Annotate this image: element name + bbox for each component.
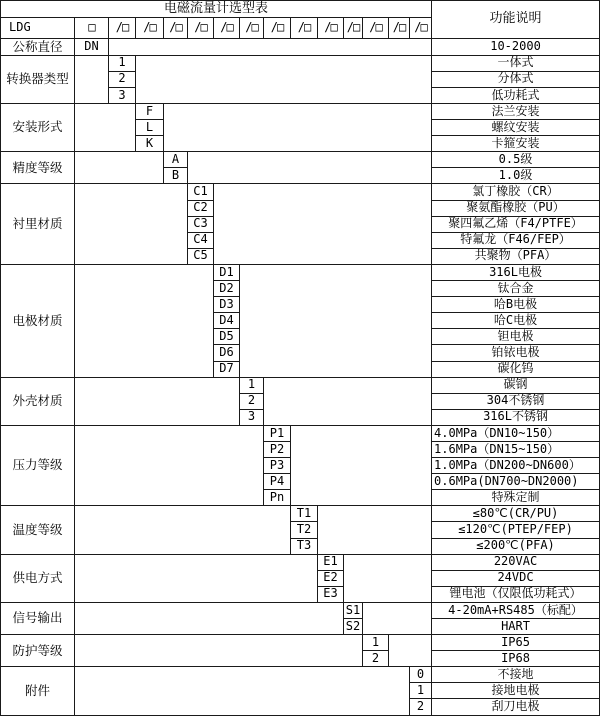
category-label: 信号输出 xyxy=(1,602,75,634)
option-code: D1 xyxy=(214,264,240,280)
option-code: D5 xyxy=(214,329,240,345)
option-code: C3 xyxy=(188,216,214,232)
option-description: 接地电极 xyxy=(432,683,600,699)
option-code: D2 xyxy=(214,281,240,297)
model-slash-box: /□ xyxy=(164,18,188,39)
option-code: P1 xyxy=(264,425,291,441)
title-row xyxy=(1,1,600,18)
blank-cell xyxy=(240,264,432,377)
blank-cell xyxy=(75,152,164,184)
table-row xyxy=(1,264,600,280)
option-description: 304不锈钢 xyxy=(432,393,600,409)
option-code: C5 xyxy=(188,248,214,264)
option-description: 1.0MPa（DN200~DN600） xyxy=(432,458,600,474)
option-code: S1 xyxy=(344,602,363,618)
blank-cell xyxy=(164,104,432,152)
model-slash-box: /□ xyxy=(109,18,136,39)
option-code: D3 xyxy=(214,297,240,313)
option-description: 聚四氟乙烯（F4/PTFE） xyxy=(432,216,600,232)
blank-cell xyxy=(363,602,432,634)
option-description: 哈C电极 xyxy=(432,313,600,329)
table-row xyxy=(1,55,600,71)
table-title: 电磁流量计选型表 xyxy=(1,1,432,18)
option-description: 刮刀电极 xyxy=(432,699,600,716)
option-code: 2 xyxy=(410,699,432,716)
model-digit-box: □ xyxy=(75,18,109,39)
category-label: 防护等级 xyxy=(1,635,75,667)
option-description: 4.0MPa（DN10~150） xyxy=(432,425,600,441)
option-code: P2 xyxy=(264,441,291,457)
table-row xyxy=(1,635,600,651)
option-description: HART xyxy=(432,619,600,635)
category-label: 安装形式 xyxy=(1,104,75,152)
model-slash-box: /□ xyxy=(389,18,410,39)
option-code: P3 xyxy=(264,458,291,474)
blank-cell xyxy=(75,506,291,554)
blank-cell xyxy=(136,55,432,103)
option-description: ≤80℃(CR/PU) xyxy=(432,506,600,522)
option-description: ≤120℃(PTEP/FEP) xyxy=(432,522,600,538)
option-description: IP68 xyxy=(432,651,600,667)
table-row xyxy=(1,667,600,683)
option-description: 0.5级 xyxy=(432,152,600,168)
option-description: 0.6MPa(DN700~DN2000) xyxy=(432,474,600,490)
blank-cell xyxy=(318,506,432,554)
option-code: 1 xyxy=(240,377,264,393)
blank-cell xyxy=(344,554,432,602)
model-slash-box: /□ xyxy=(363,18,389,39)
option-code: K xyxy=(136,136,164,152)
blank-cell xyxy=(109,39,432,56)
option-code: 0 xyxy=(410,667,432,683)
option-description: 不接地 xyxy=(432,667,600,683)
option-description: 聚氨酯橡胶（PU） xyxy=(432,200,600,216)
option-description: IP65 xyxy=(432,635,600,651)
option-description: 碳化钨 xyxy=(432,361,600,377)
model-slash-box: /□ xyxy=(240,18,264,39)
option-code: 1 xyxy=(363,635,389,651)
blank-cell xyxy=(214,184,432,264)
option-description: 24VDC xyxy=(432,570,600,586)
category-label: 外壳材质 xyxy=(1,377,75,425)
category-label: 公称直径 xyxy=(1,39,75,56)
option-code: A xyxy=(164,152,188,168)
option-description: 分体式 xyxy=(432,71,600,87)
option-description: 铂铱电极 xyxy=(432,345,600,361)
option-description: 锂电池（仅限低功耗式） xyxy=(432,586,600,602)
table-row xyxy=(1,506,600,522)
model-slash-box: /□ xyxy=(410,18,432,39)
table-row xyxy=(1,602,600,618)
option-description: 法兰安装 xyxy=(432,104,600,120)
option-code: C4 xyxy=(188,232,214,248)
blank-cell xyxy=(75,55,109,103)
option-code: C2 xyxy=(188,200,214,216)
option-code: T1 xyxy=(291,506,318,522)
option-code: L xyxy=(136,120,164,136)
category-label: 压力等级 xyxy=(1,425,75,505)
category-label: 电极材质 xyxy=(1,264,75,377)
table-row xyxy=(1,104,600,120)
option-description: 1.6MPa（DN15~150） xyxy=(432,441,600,457)
model-slash-box: /□ xyxy=(188,18,214,39)
option-description: 钛合金 xyxy=(432,281,600,297)
option-description: 特殊定制 xyxy=(432,490,600,506)
option-code: 2 xyxy=(109,71,136,87)
option-description: 低功耗式 xyxy=(432,87,600,103)
option-code: P4 xyxy=(264,474,291,490)
blank-cell xyxy=(75,104,136,152)
option-code: E3 xyxy=(318,586,344,602)
option-description: 螺纹安装 xyxy=(432,120,600,136)
option-description: 共聚物（PFA） xyxy=(432,248,600,264)
table-row xyxy=(1,554,600,570)
option-description: 卡箍安装 xyxy=(432,136,600,152)
category-label: 供电方式 xyxy=(1,554,75,602)
category-label: 温度等级 xyxy=(1,506,75,554)
option-code: T2 xyxy=(291,522,318,538)
category-label: 附件 xyxy=(1,667,75,716)
blank-cell xyxy=(75,184,188,264)
option-code: S2 xyxy=(344,619,363,635)
blank-cell xyxy=(75,377,240,425)
option-code: 2 xyxy=(240,393,264,409)
blank-cell xyxy=(75,667,410,716)
option-code: 3 xyxy=(109,87,136,103)
table-row xyxy=(1,152,600,168)
function-column-header: 功能说明 xyxy=(432,1,600,39)
option-code: 3 xyxy=(240,409,264,425)
blank-cell xyxy=(75,602,344,634)
option-code: E2 xyxy=(318,570,344,586)
option-description: 碳钢 xyxy=(432,377,600,393)
model-slash-box: /□ xyxy=(344,18,363,39)
blank-cell xyxy=(291,425,432,505)
option-code: B xyxy=(164,168,188,184)
option-description: 1.0级 xyxy=(432,168,600,184)
category-label: 精度等级 xyxy=(1,152,75,184)
option-description: 一体式 xyxy=(432,55,600,71)
option-code: 2 xyxy=(363,651,389,667)
model-slash-box: /□ xyxy=(264,18,291,39)
selector-table-body xyxy=(1,1,600,716)
option-description: 氯丁橡胶（CR） xyxy=(432,184,600,200)
option-description: 316L不锈钢 xyxy=(432,409,600,425)
blank-cell xyxy=(75,264,214,377)
option-description: 钽电极 xyxy=(432,329,600,345)
category-label: 衬里材质 xyxy=(1,184,75,264)
table-row xyxy=(1,184,600,200)
blank-cell xyxy=(75,554,318,602)
option-description: 10-2000 xyxy=(432,39,600,56)
model-slash-box: /□ xyxy=(136,18,164,39)
option-code: T3 xyxy=(291,538,318,554)
model-prefix: LDG xyxy=(1,18,75,39)
option-code: D7 xyxy=(214,361,240,377)
blank-cell xyxy=(188,152,432,184)
blank-cell xyxy=(75,425,264,505)
model-slash-box: /□ xyxy=(291,18,318,39)
table-row xyxy=(1,39,600,56)
option-code: 1 xyxy=(109,55,136,71)
option-code: E1 xyxy=(318,554,344,570)
blank-cell xyxy=(75,635,363,667)
option-code: F xyxy=(136,104,164,120)
option-description: ≤200℃(PFA) xyxy=(432,538,600,554)
option-code: 1 xyxy=(410,683,432,699)
option-code: DN xyxy=(75,39,109,56)
option-code: D6 xyxy=(214,345,240,361)
option-description: 特氟龙（F46/FEP） xyxy=(432,232,600,248)
model-slash-box: /□ xyxy=(214,18,240,39)
option-description: 4-20mA+RS485（标配） xyxy=(432,602,600,618)
option-code: C1 xyxy=(188,184,214,200)
option-description: 哈B电极 xyxy=(432,297,600,313)
model-slash-box: /□ xyxy=(318,18,344,39)
option-description: 220VAC xyxy=(432,554,600,570)
table-row xyxy=(1,377,600,393)
blank-cell xyxy=(264,377,432,425)
option-code: Pn xyxy=(264,490,291,506)
option-description: 316L电极 xyxy=(432,264,600,280)
table-row xyxy=(1,425,600,441)
option-code: D4 xyxy=(214,313,240,329)
category-label: 转换器类型 xyxy=(1,55,75,103)
blank-cell xyxy=(389,635,432,667)
